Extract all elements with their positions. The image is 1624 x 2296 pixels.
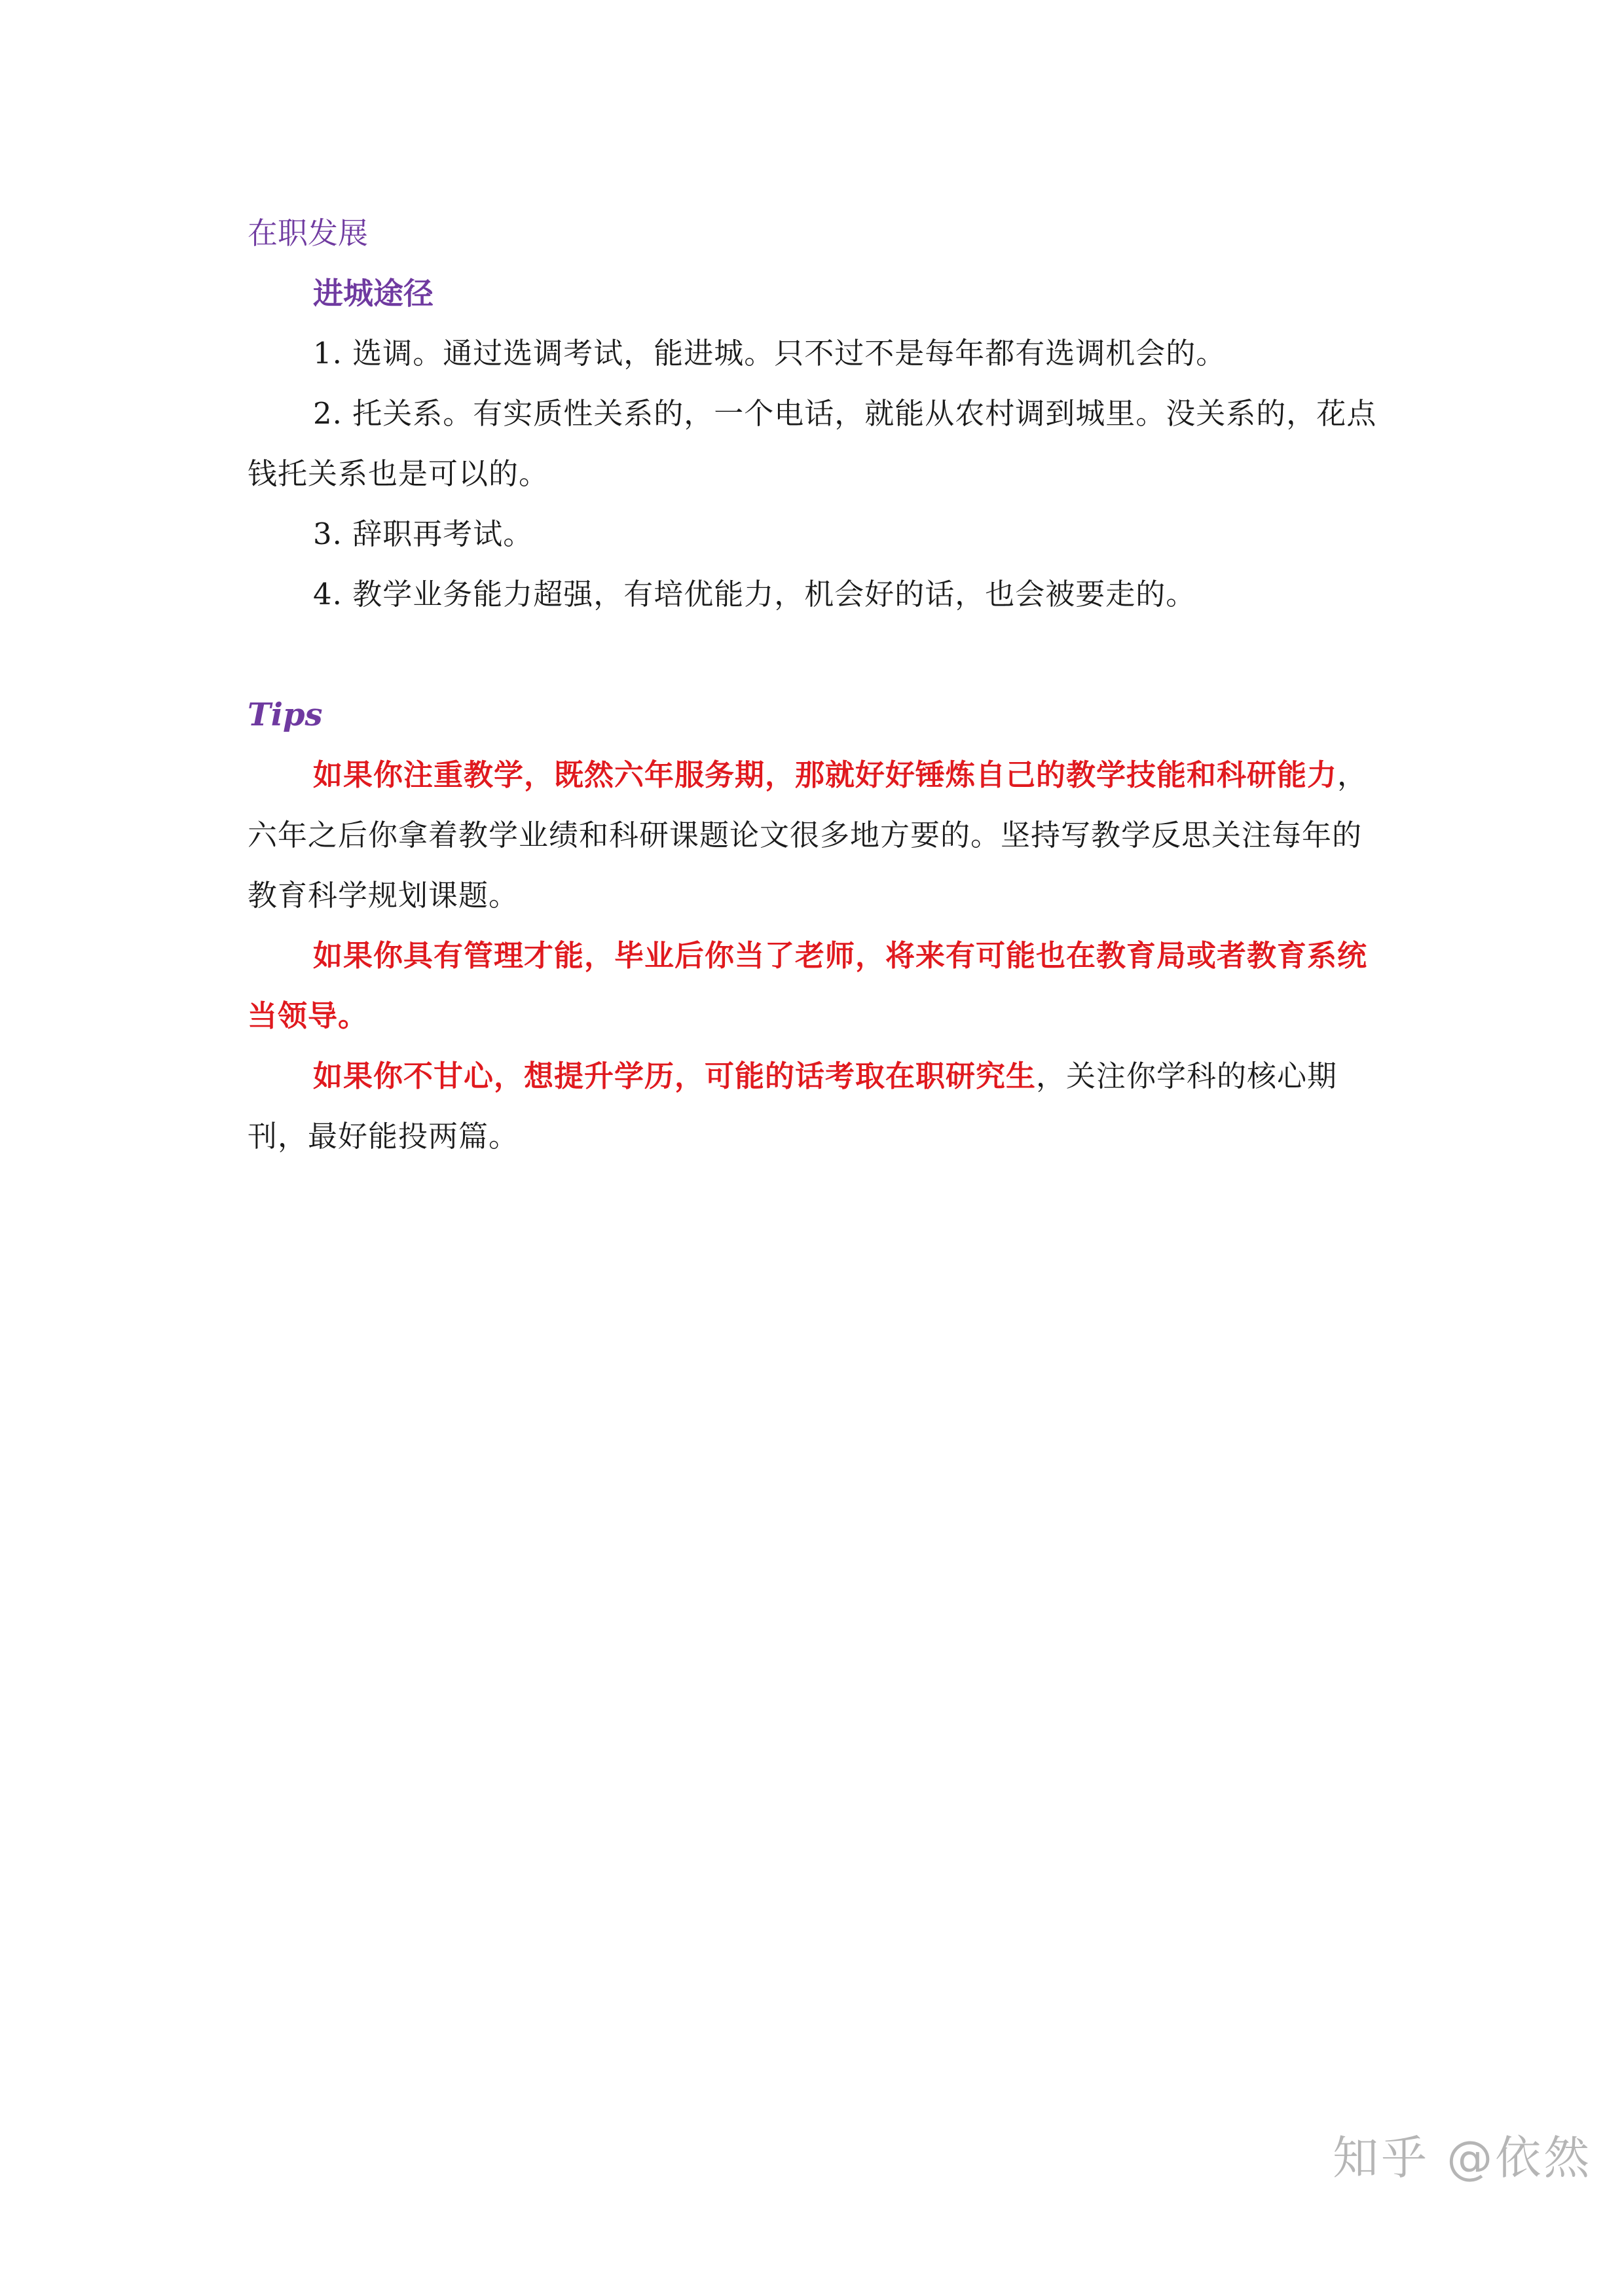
list-item: 4. 教学业务能力超强，有培优能力，机会好的话，也会被要走的。 [313,577,1196,611]
section-title: 在职发展 [248,215,368,251]
tips-paragraph [248,745,1387,926]
tips-highlight: 如果你不甘心，想提升学历，可能的话考取在职研究生 [313,1059,1037,1093]
list-item: 1. 选调。通过选调考试，能进城。只不过不是每年都有选调机会的。 [313,336,1227,371]
tips-paragraph [248,926,1387,1046]
tips-highlight: 如果你注重教学，既然六年服务期，那就好好锤炼自己的教学技能和科研能力 [313,757,1338,792]
tips-highlight: 如果你具有管理才能，毕业后你当了老师，将来有可能也在教育局或者教育系统当领导。 [248,938,1368,1033]
section-spacer [248,625,1387,685]
list-item: 3. 辞职再考试。 [313,517,534,551]
document-body [248,203,1387,1167]
list-item: 2. 托关系。有实质性关系的，一个电话，就能从农村调到城里。没关系的，花点钱托关系也是可以的。 [248,396,1377,491]
section-subtitle: 进城途径 [313,276,434,311]
tips-text: ，关注你学科的核心期刊，最好能投两篇。 [248,1059,1338,1154]
tips-text: ，六年之后你拿着教学业绩和科研课题论文很多地方要的。坚持写教学反思关注每年的教育科学规划课题。 [248,757,1368,913]
watermark: 知乎 @依然 [1333,2131,1593,2185]
tips-title: Tips [248,697,323,733]
tips-paragraph [248,1046,1387,1167]
